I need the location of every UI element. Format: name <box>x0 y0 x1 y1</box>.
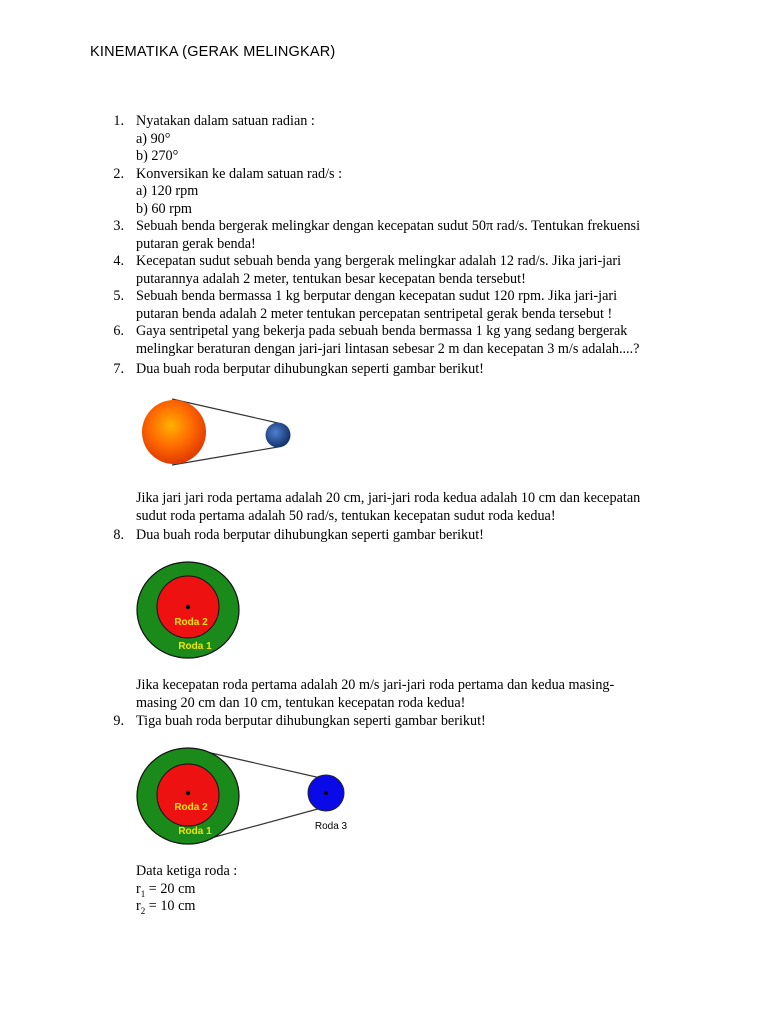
axle-dot <box>324 791 328 795</box>
data-r2: $r_2 = 10$ cm <box>136 898 196 916</box>
question-number: 9. <box>113 713 124 729</box>
label-roda-3: Roda 3 <box>314 821 348 832</box>
label-roda-2: Roda 2 <box>174 802 208 813</box>
question-text: Nyatakan dalam satuan radian : <box>136 113 315 129</box>
question-option: b) 270° <box>136 148 179 164</box>
question-text: Dua buah roda berputar dihubungkan seperti gambar berikut! <box>136 527 484 543</box>
question-text: putaran gerak benda! <box>136 235 256 252</box>
wheel-large-orange <box>142 400 206 464</box>
question-text: Gaya sentripetal yang bekerja pada sebuah benda bermassa 1 kg yang sedang bergerak <box>136 323 628 339</box>
page-title: KINEMATIKA (GERAK MELINGKAR) <box>90 44 336 60</box>
question-number: 5. <box>113 288 124 304</box>
question-text: Kecepatan sudut sebuah benda yang bergerak melingkar adalah 12 rad/s. Jika jari-jari <box>136 253 622 269</box>
question-option: a) 120 rpm <box>136 183 199 199</box>
question-text: melingkar beraturan dengan jari-jari lintasan sebesar 2 m dan kecepatan 3 m/s adalah....? <box>136 340 640 357</box>
label-roda-2: Roda 2 <box>174 617 208 628</box>
question-text: Sebuah benda bermassa 1 kg berputar dengan kecepatan sudut 120 rpm. Jika jari-jari <box>136 288 618 304</box>
question-text: Konversikan ke dalam satuan rad/s : <box>136 165 343 182</box>
question-text: Jika jari jari roda pertama adalah 20 cm, jari-jari roda kedua adalah 10 cm dan kecepatan <box>136 490 641 506</box>
question-text: putaran benda adalah 2 meter tentukan percepatan sentripetal gerak benda tersebut ! <box>136 305 613 322</box>
question-text: Sebuah benda bergerak melingkar dengan kecepatan sudut 50π rad/s. Tentukan frekuensi <box>136 218 641 234</box>
question-option: b) 60 rpm <box>136 200 192 217</box>
axle-dot <box>186 791 190 795</box>
concentric-wheels-figure <box>135 560 245 665</box>
question-option: a) 90° <box>136 130 171 147</box>
question-number: 4. <box>113 253 124 269</box>
label-roda-1: Roda 1 <box>178 641 212 652</box>
question-text: Jika kecepatan roda pertama adalah 20 m/s jari-jari roda pertama dan kedua masing- <box>136 677 615 693</box>
question-text: masing 20 cm dan 10 cm, tentukan kecepatan roda kedua! <box>136 694 466 711</box>
question-number: 2. <box>113 165 124 182</box>
data-r1: $r_1 = 20$ cm <box>136 880 196 899</box>
wheel-small-blue <box>266 423 291 448</box>
question-number: 8. <box>113 527 124 543</box>
two-wheel-belt-figure <box>135 395 300 475</box>
question-text: putarannya adalah 2 meter, tentukan besar kecepatan benda tersebut! <box>136 270 526 287</box>
three-wheel-figure <box>135 745 360 850</box>
question-text: Dua buah roda berputar dihubungkan seperti gambar berikut! <box>136 361 484 377</box>
question-number: 6. <box>113 323 124 339</box>
question-text: Tiga buah roda berputar dihubungkan seperti gambar berikut! <box>136 713 486 729</box>
axle-dot <box>186 605 190 609</box>
question-number: 7. <box>113 361 124 377</box>
question-number: 3. <box>113 218 124 234</box>
data-heading: Data ketiga roda : <box>136 863 238 879</box>
label-roda-1: Roda 1 <box>178 826 212 837</box>
question-text: sudut roda pertama adalah 50 rad/s, tentukan kecepatan sudut roda kedua! <box>136 507 556 524</box>
question-number: 1. <box>113 113 124 129</box>
